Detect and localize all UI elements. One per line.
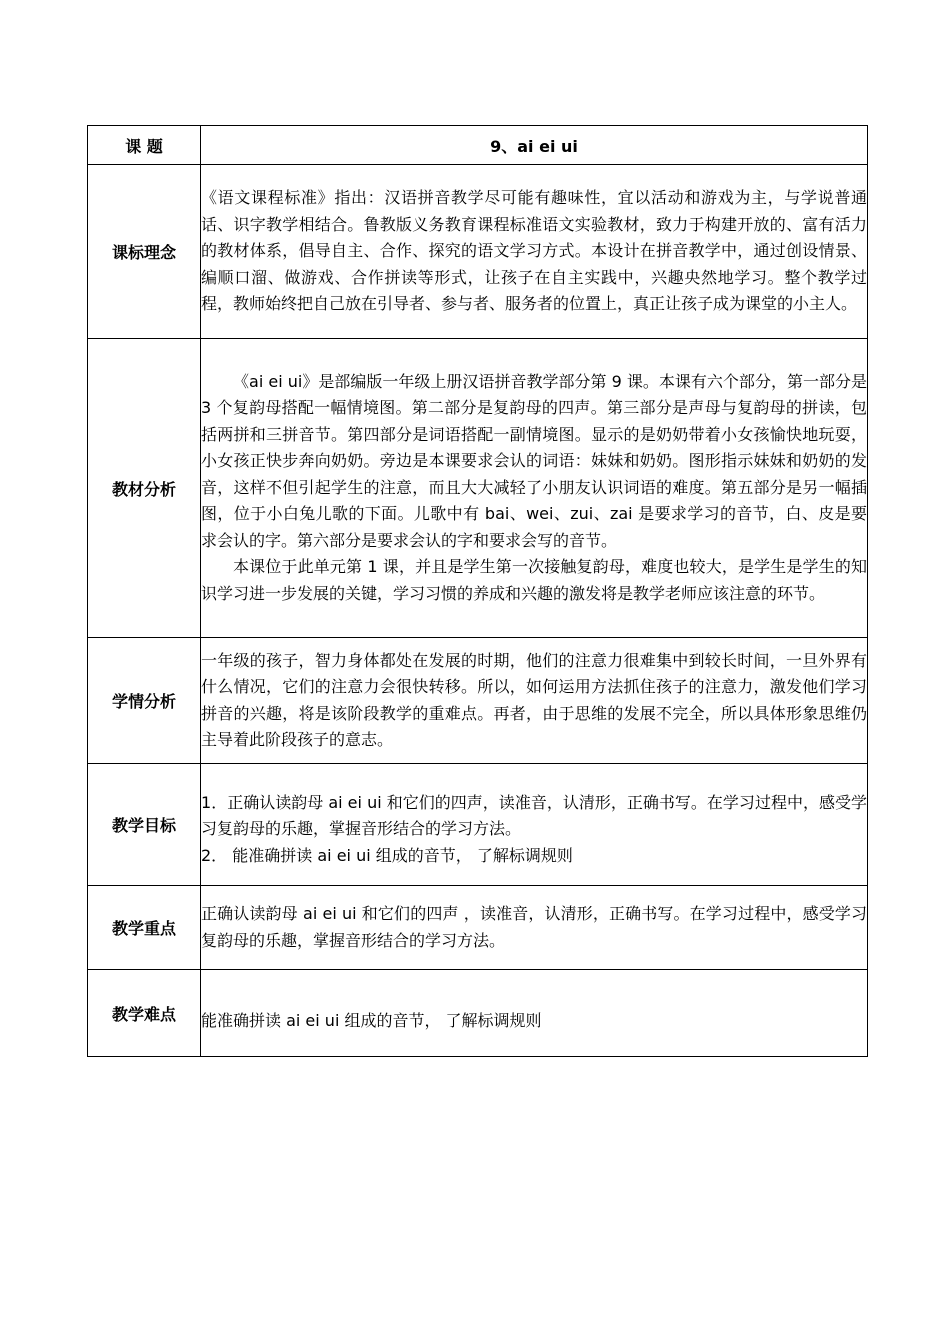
- material-paragraph-1: 《ai ei ui》是部编版一年级上册汉语拼音教学部分第 9 课。本课有六个部分，第一部分是 3 个复韵母搭配一幅情境图。第二部分是复韵母的四声。第三部分是声母与复韵母的拼读，包括两拼和三拼音节。第四部分是词语搭配一副情境图。显示的是奶奶带着小女孩愉快地玩耍，小女孩正快步奔向奶奶。旁边是本课要求会认的词语：妹妹和奶奶。图形指示妹妹和奶奶的发音，这样不但引起学生的注意，而且大大减轻了小朋友认识词语的难度。第五部分是另一幅插图，位于小白兔儿歌的下面。儿歌中有 bai、wei、zui、zai 是要求学习的音节，白、皮是要求会认的字。第六部分是要求会认的字和要求会写的音节。: [201, 371, 867, 550]
- students-text: 一年级的孩子，智力身体都处在发展的时期，他们的注意力很难集中到较长时间，一旦外界有什么情况，它们的注意力会很快转移。所以，如何运用方法抓住孩子的注意力，激发他们学习拼音的兴趣，将是该阶段教学的重难点。再者，由于思维的发展不完全，所以具体形象思维仍主导着此阶段孩子的意志。: [201, 650, 867, 749]
- goals-row: [88, 764, 868, 886]
- difficulties-row: [88, 970, 868, 1057]
- difficulties-label: 教学难点: [88, 970, 201, 1057]
- concept-text: 《语文课程标准》指出：汉语拼音教学尽可能有趣味性，宜以活动和游戏为主，与学说普通话、识字教学相结合。鲁教版义务教育课程标准语文实验教材，致力于构建开放的、富有活力的教材体系，倡导自主、合作、探究的语文学习方式。本设计在拼音教学中，通过创设情景、编顺口溜、做游戏、合作拼读等形式，让孩子在自主实践中，兴趣央然地学习。整个教学过程，教师始终把自己放在引导者、参与者、服务者的位置上，真正让孩子成为课堂的小主人。: [201, 188, 867, 314]
- key-points-text: 正确认读韵母 ai ei ui 和它们的四声 ，读准音，认清形，正确书写。在学习过程中，感受学习复韵母的乐趣，掌握音形结合的学习方法。: [201, 904, 867, 950]
- material-label: 教材分析: [88, 339, 201, 638]
- goal-item-2: 2． 能准确拼读 ai ei ui 组成的音节， 了解标调规则: [201, 845, 573, 865]
- lesson-plan-table: [87, 125, 868, 1057]
- key-points-row: [88, 886, 868, 970]
- material-paragraph-2: 本课位于此单元第 1 课，并且是学生第一次接触复韵母，难度也较大，是学生是学生的知识学习进一步发展的关键，学习习惯的养成和兴趣的激发将是教学老师应该注意的环节。: [201, 557, 867, 603]
- difficulties-text: 能准确拼读 ai ei ui 组成的音节， 了解标调规则: [201, 1010, 542, 1030]
- title-row: [88, 126, 868, 165]
- concept-row: [88, 165, 868, 339]
- goal-item-1: 1．正确认读韵母 ai ei ui 和它们的四声，读准音，认清形，正确书写。在学习过程中，感受学习复韵母的乐趣，掌握音形结合的学习方法。: [201, 792, 867, 839]
- concept-label: 课标理念: [88, 165, 201, 339]
- goals-label: 教学目标: [88, 764, 201, 886]
- key-points-label: 教学重点: [88, 886, 201, 970]
- lesson-title: 9、ai ei ui: [201, 126, 868, 165]
- title-label: 课 题: [88, 126, 201, 165]
- students-row: [88, 638, 868, 764]
- material-row: [88, 339, 868, 638]
- students-label: 学情分析: [88, 638, 201, 764]
